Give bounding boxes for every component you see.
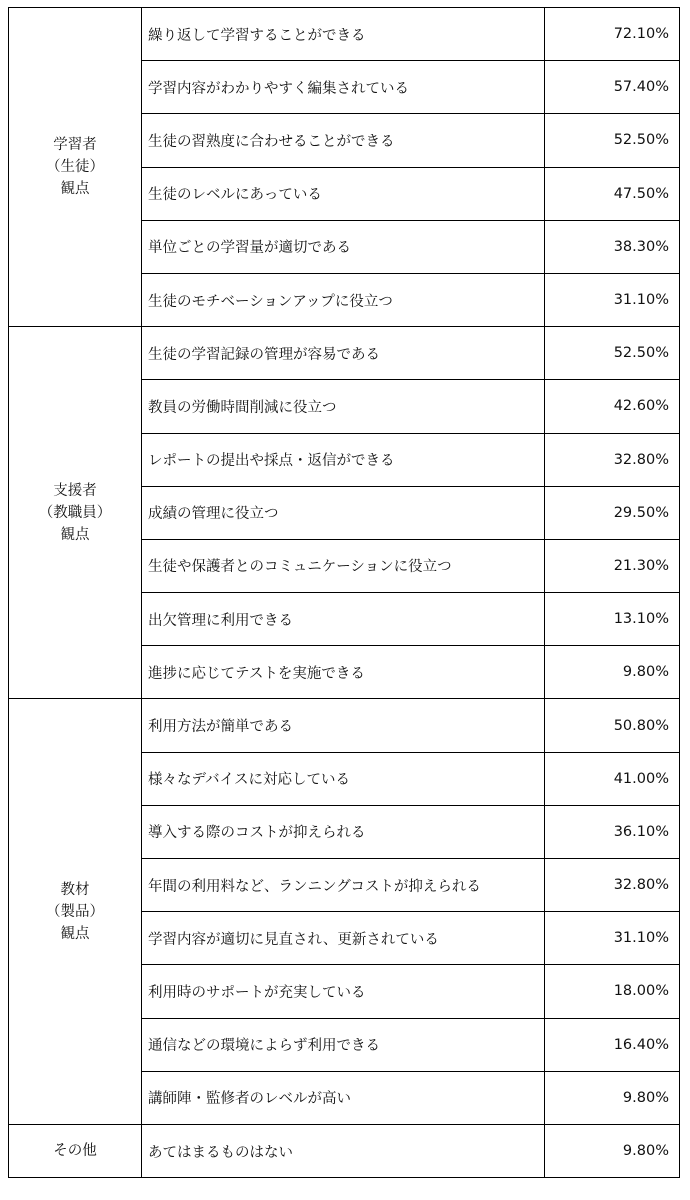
item-text: 生徒のレベルにあっている <box>142 167 545 220</box>
item-text: 単位ごとの学習量が適切である <box>142 220 545 273</box>
item-text: 生徒のモチベーションアップに役立つ <box>142 273 545 326</box>
item-text: 生徒や保護者とのコミュニケーションに役立つ <box>142 539 545 592</box>
item-percentage: 50.80% <box>545 699 680 752</box>
item-text: 成績の管理に役立つ <box>142 486 545 539</box>
item-text: 出欠管理に利用できる <box>142 593 545 646</box>
item-percentage: 31.10% <box>545 912 680 965</box>
survey-table-body <box>9 8 680 1178</box>
item-percentage: 32.80% <box>545 859 680 912</box>
item-text: 学習内容がわかりやすく編集されている <box>142 61 545 114</box>
item-percentage: 47.50% <box>545 167 680 220</box>
category-label-line: 観点 <box>60 181 90 198</box>
item-percentage: 41.00% <box>545 752 680 805</box>
item-percentage: 32.80% <box>545 433 680 486</box>
table-row <box>9 8 680 61</box>
item-text: あてはまるものはない <box>142 1124 545 1177</box>
item-percentage: 21.30% <box>545 539 680 592</box>
item-percentage: 29.50% <box>545 486 680 539</box>
category-label-line: （生徒） <box>46 159 104 176</box>
item-text: 利用方法が簡単である <box>142 699 545 752</box>
item-percentage: 52.50% <box>545 327 680 380</box>
survey-table <box>8 7 680 1178</box>
category-label-line: （製品） <box>46 903 104 920</box>
item-text: 教員の労働時間削減に役立つ <box>142 380 545 433</box>
category-label-line: 観点 <box>60 925 90 942</box>
item-text: 学習内容が適切に見直され、更新されている <box>142 912 545 965</box>
item-text: 進捗に応じてテストを実施できる <box>142 646 545 699</box>
item-text: 年間の利用料など、ランニングコストが抑えられる <box>142 859 545 912</box>
category-cell <box>9 699 142 1125</box>
item-percentage: 9.80% <box>545 1124 680 1177</box>
category-label-line: （教職員） <box>38 504 112 521</box>
item-percentage: 36.10% <box>545 805 680 858</box>
category-cell <box>9 8 142 327</box>
table-row <box>9 699 680 752</box>
item-percentage: 38.30% <box>545 220 680 273</box>
item-text: 利用時のサポートが充実している <box>142 965 545 1018</box>
table-row <box>9 327 680 380</box>
item-percentage: 13.10% <box>545 593 680 646</box>
category-cell <box>9 1124 142 1177</box>
item-text: 様々なデバイスに対応している <box>142 752 545 805</box>
item-percentage: 52.50% <box>545 114 680 167</box>
category-label-line: 学習者 <box>53 137 97 154</box>
item-percentage: 42.60% <box>545 380 680 433</box>
item-percentage: 9.80% <box>545 646 680 699</box>
item-text: 繰り返して学習することができる <box>142 8 545 61</box>
category-label-line: その他 <box>53 1143 97 1160</box>
item-text: 導入する際のコストが抑えられる <box>142 805 545 858</box>
category-label-line: 教材 <box>60 881 90 898</box>
item-text: レポートの提出や採点・返信ができる <box>142 433 545 486</box>
item-text: 通信などの環境によらず利用できる <box>142 1018 545 1071</box>
table-row <box>9 1124 680 1177</box>
item-percentage: 16.40% <box>545 1018 680 1071</box>
survey-table-container <box>8 7 680 1178</box>
category-label-line: 支援者 <box>53 482 97 499</box>
item-percentage: 18.00% <box>545 965 680 1018</box>
item-percentage: 57.40% <box>545 61 680 114</box>
category-cell <box>9 327 142 699</box>
item-percentage: 72.10% <box>545 8 680 61</box>
item-percentage: 9.80% <box>545 1071 680 1124</box>
item-percentage: 31.10% <box>545 273 680 326</box>
item-text: 生徒の習熟度に合わせることができる <box>142 114 545 167</box>
item-text: 生徒の学習記録の管理が容易である <box>142 327 545 380</box>
category-label-line: 観点 <box>60 526 90 543</box>
item-text: 講師陣・監修者のレベルが高い <box>142 1071 545 1124</box>
